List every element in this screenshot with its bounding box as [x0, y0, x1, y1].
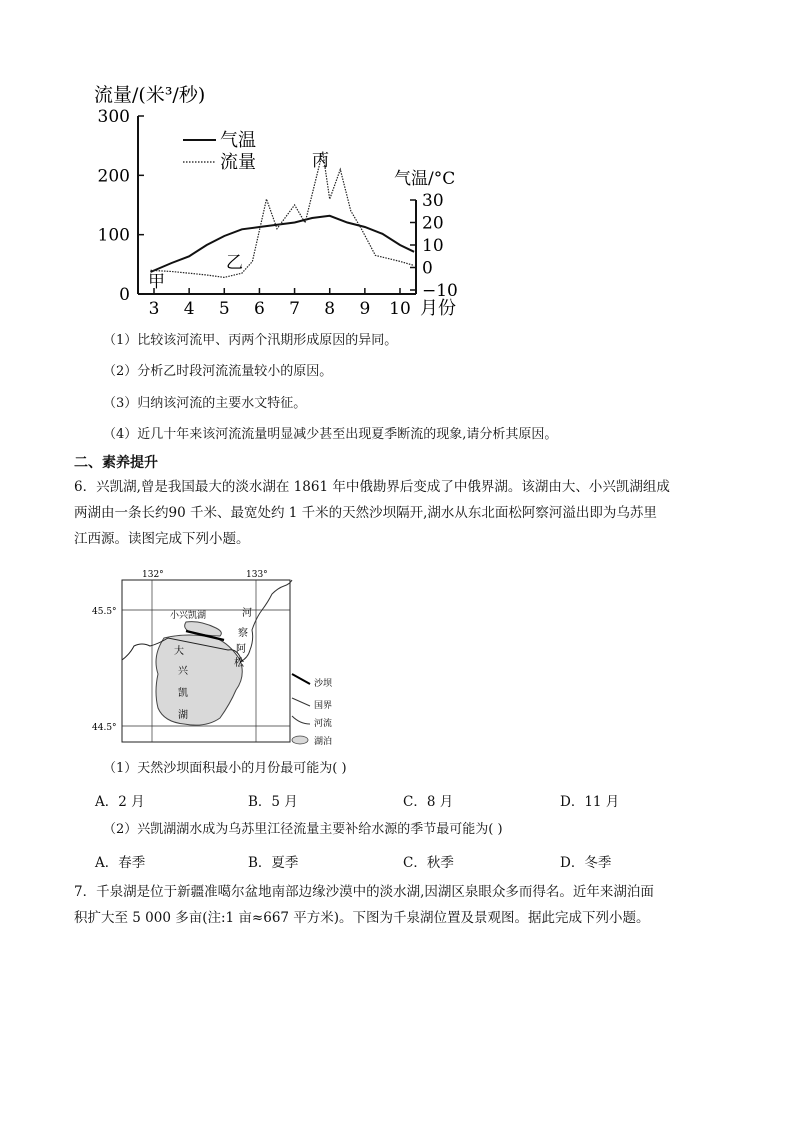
map-lon-label-132: 132°: [142, 570, 164, 580]
map-lon-label-133: 133°: [246, 570, 268, 580]
q6-sub1-option-a[interactable]: A．2 月: [95, 794, 145, 810]
legend-border-label: 国界: [314, 701, 333, 711]
q6-sub2-option-b[interactable]: B．夏季: [248, 855, 299, 871]
map-river-char: 阿: [236, 644, 246, 655]
label-bing: 丙: [312, 151, 329, 171]
x-tick-label: 5: [218, 299, 230, 319]
x-tick-label: 10: [389, 299, 411, 319]
y-left-tick-label: 0: [119, 285, 130, 305]
legend-sandbar-symbol: [292, 674, 310, 684]
legend-border-symbol: [292, 698, 310, 706]
q6-sub1-option-b[interactable]: B．5 月: [248, 794, 298, 810]
map-river-char: 松: [234, 658, 244, 669]
q6-sub2-text: （2）兴凯湖湖水成为乌苏里江径流量主要补给水源的季节最可能为( ): [103, 822, 503, 837]
map-river-char: 察: [238, 628, 248, 639]
q7-stem-line-1: 7．千泉湖是位于新疆准噶尔盆地南部边缘沙漠中的淡水湖,因湖区泉眼众多而得名。近年来湖泊面: [74, 884, 654, 900]
y-right-axis-label: 气温/°C: [394, 169, 456, 189]
q5-sub-2: （2）分析乙时段河流流量较小的原因。: [103, 364, 333, 379]
map-big-lake-char: 湖: [178, 710, 188, 721]
y-right-tick-label: 10: [422, 236, 444, 256]
q5-sub-1: （1）比较该河流甲、丙两个汛期形成原因的异同。: [103, 333, 398, 348]
y-left-axis-label: 流量/(米³/秒): [94, 84, 206, 106]
x-tick-label: 3: [148, 299, 160, 319]
legend-sandbar-label: 沙坝: [314, 679, 333, 689]
legend-river-label: 河流: [314, 719, 333, 729]
q6-sub2-option-c[interactable]: C．秋季: [403, 855, 454, 871]
x-tick-label: 7: [289, 299, 300, 319]
y-left-tick-label: 200: [97, 166, 130, 187]
map-lat-label-455: 45.5°: [92, 607, 117, 617]
legend-flow-label: 流量: [220, 152, 256, 173]
hydrograph-chart: [88, 78, 478, 324]
map-big-lake-char: 大: [174, 646, 184, 657]
y-right-tick-label: 0: [422, 258, 433, 279]
series-flow-line: [151, 152, 415, 278]
q6-stem: [74, 474, 734, 552]
q5-sub-4: （4）近几十年来该河流流量明显减少甚至出现夏季断流的现象,请分析其原因。: [103, 427, 558, 442]
q6-sub2-option-d[interactable]: D．冬季: [560, 855, 612, 871]
y-right-tick-label: 20: [422, 213, 444, 234]
songacha-river: [240, 580, 292, 662]
xingkai-lake-map: [78, 566, 378, 752]
q5-sub-3: （3）归纳该河流的主要水文特征。: [103, 396, 307, 411]
map-lat-label-445: 44.5°: [92, 723, 117, 733]
x-tick-label: 8: [324, 299, 336, 319]
q6-sub1-text: （1）天然沙坝面积最小的月份最可能为( ): [103, 761, 347, 776]
legend-temp-label: 气温: [220, 130, 256, 151]
q6-sub2-option-a[interactable]: A．春季: [95, 855, 146, 871]
map-river-char: 河: [242, 608, 252, 619]
legend-lake-symbol: [292, 736, 308, 744]
q6-sub1-option-c[interactable]: C．8 月: [403, 794, 454, 810]
x-tick-label: 4: [183, 299, 195, 319]
legend-lake-label: 湖泊: [314, 737, 333, 747]
q6-sub1-option-d[interactable]: D．11 月: [560, 794, 620, 810]
q6-stem-line-2: 两湖由一条长约90 千米、最宽处约 1 千米的天然沙坝隔开,湖水从东北面松阿察河溢出即为乌苏里: [74, 505, 657, 521]
map-big-lake-char: 凯: [178, 688, 188, 699]
label-jia: 甲: [148, 272, 165, 292]
y-left-tick-label: 300: [97, 107, 130, 127]
section-title: 二、素养提升: [74, 455, 158, 471]
label-yi: 乙: [226, 253, 243, 273]
y-right-tick-label: 30: [422, 191, 444, 211]
y-right-tick-label: −10: [422, 281, 458, 301]
q7-stem-line-2: 积扩大至 5 000 多亩(注:1 亩≈667 平方米)。下图为千泉湖位置及景观图。据此完成下列小题。: [74, 910, 650, 926]
x-tick-label: 6: [254, 299, 265, 319]
x-tick-label: 9: [359, 299, 371, 319]
big-xingkai-lake: [156, 635, 242, 725]
q6-stem-line-3: 江西源。读图完成下列小题。: [74, 531, 250, 547]
q6-stem-line-1: 6．兴凯湖,曾是我国最大的淡水湖在 1861 年中俄勘界后变成了中俄界湖。该湖由大、小兴凯湖组成: [74, 479, 670, 495]
y-left-tick-label: 100: [97, 225, 130, 246]
legend-river-symbol: [292, 716, 310, 724]
map-small-lake-label: 小兴凯湖: [170, 611, 207, 621]
q7-stem: [74, 879, 734, 931]
series-temp-line: [151, 216, 415, 272]
map-big-lake-char: 兴: [178, 666, 188, 677]
x-axis-unit: 月份: [420, 298, 456, 319]
